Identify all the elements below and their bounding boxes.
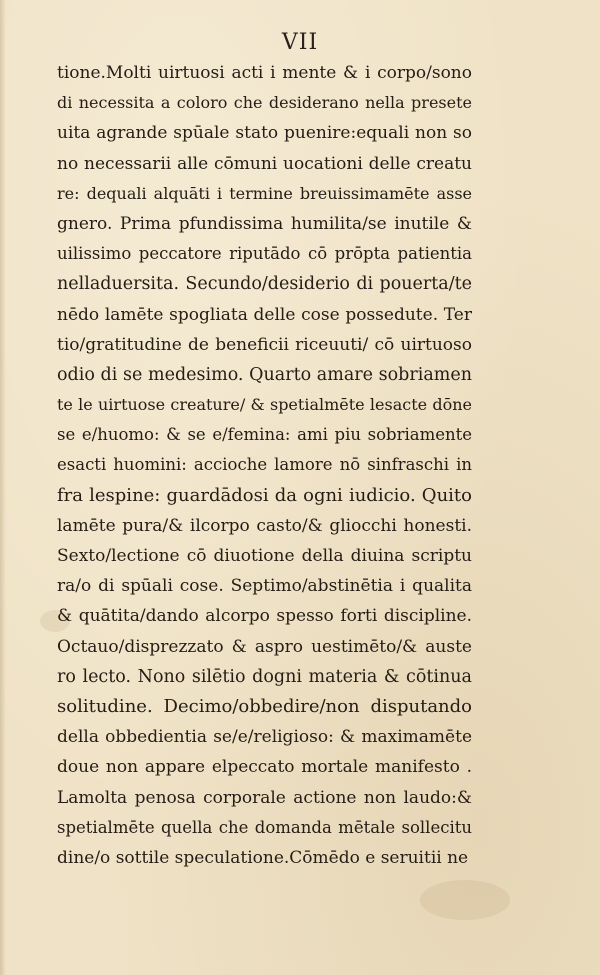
text-line: se e/huomo: & se e/femina: ami piu sobriamente bbox=[57, 425, 472, 445]
text-line: spetialmēte quella che domanda mētale sollecitu bbox=[57, 817, 472, 837]
text-line: te le uirtuose creature/ & spetialmēte lesacte dōne bbox=[57, 395, 472, 415]
text-line: doue non appare elpeccato mortale manifesto . bbox=[57, 757, 472, 778]
text-line: ra/o di spūali cose. Septimo/abstinētia i qualita bbox=[57, 576, 472, 597]
text-line: odio di se medesimo. Quarto amare sobriamen bbox=[57, 364, 472, 385]
text-line: ro lecto. Nono silētio dogni materia & cōtinua bbox=[57, 666, 472, 687]
text-line: fra lespine: guardādosi da ogni iudicio. Quito bbox=[57, 484, 472, 506]
text-line: di necessita a coloro che desiderano nella presete bbox=[57, 93, 472, 113]
text-line: tione.Molti uirtuosi acti i mente & i corpo/sono bbox=[57, 63, 472, 83]
text-line: re: dequali alquāti i termine breuissimamēte asse bbox=[57, 183, 472, 203]
paper-stain bbox=[420, 880, 510, 920]
text-line: Lamolta penosa corporale actione non laudo:& bbox=[57, 787, 472, 808]
text-line: & quātita/dando alcorpo spesso forti discipline. bbox=[57, 606, 472, 627]
text-block bbox=[57, 58, 472, 873]
text-line: uita agrande spūale stato puenire:equali non so bbox=[57, 123, 472, 144]
text-line: tio/gratitudine de beneficii riceuuti/ cō uirtuoso bbox=[57, 334, 472, 355]
text-line: gnero. Prima pfundissima humilita/se inutile & bbox=[57, 213, 472, 234]
text-line: lamēte pura/& ilcorpo casto/& gliocchi honesti. bbox=[57, 515, 472, 536]
text-line: no necessarii alle cōmuni uocationi delle creatu bbox=[57, 153, 472, 174]
text-line: dine/o sottile speculatione.Cōmēdo e seruitii ne bbox=[57, 847, 469, 868]
text-line: nelladuersita. Secundo/desiderio di pouerta/te bbox=[57, 274, 472, 295]
folio-number: VII bbox=[281, 30, 319, 55]
text-line: esacti huomini: accioche lamore nō sinfraschi in bbox=[57, 455, 472, 475]
text-line: uilissimo peccatore riputādo cō prōpta patientia bbox=[57, 244, 472, 264]
text-line: della obbedientia se/e/religioso: & maximamēte bbox=[57, 727, 472, 748]
text-line: Octauo/disprezzato & aspro uestimēto/& auste bbox=[57, 636, 472, 657]
text-line: solitudine. Decimo/obbedire/non disputando bbox=[57, 695, 472, 717]
text-line: nēdo lamēte spogliata delle cose possedute. Ter bbox=[57, 304, 472, 325]
text-line: Sexto/lectione cō diuotione della diuina scriptu bbox=[57, 546, 472, 566]
page-gutter-shadow bbox=[0, 0, 6, 975]
